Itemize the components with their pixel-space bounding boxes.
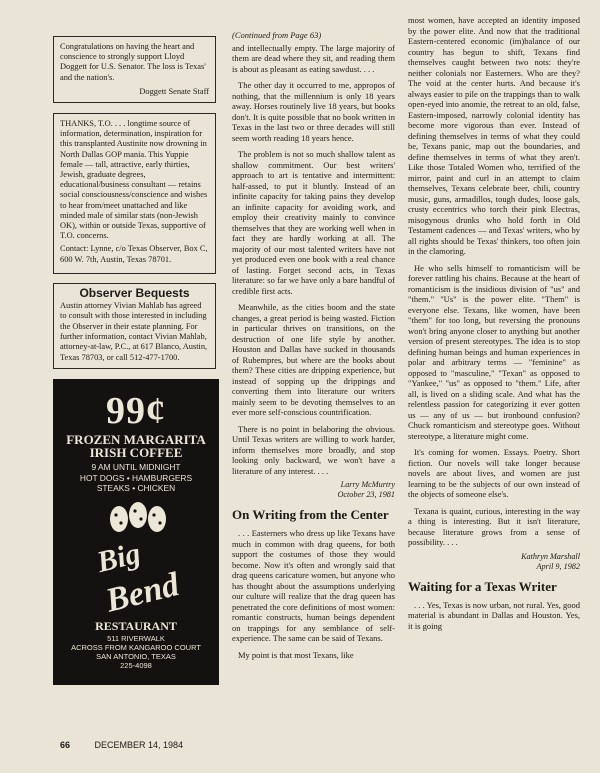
ad-hours: 9 AM UNTIL MIDNIGHT xyxy=(91,461,181,472)
page-number: 66 xyxy=(60,740,71,750)
byline-date: April 9, 1982 xyxy=(536,561,580,571)
issue-date: DECEMBER 14, 1984 xyxy=(94,740,184,750)
left-column xyxy=(53,36,216,685)
ad-restaurant: RESTAURANT xyxy=(95,618,177,633)
thanks-text: THANKS, T.O. . . . longtime source of information, determination, inspiration for this transplanted Austinite now drowning in North Dallas GOP mania. This Yuppie female — tall, attractive, early thirties, Jewish, graduate degrees, educational/business consultant — retains social consciousness/conscience and wishes to hear from/meet unattached and like minded male of similar stats (non-Jewish OK), within or outside Texas, supportive of T.O. concerns. xyxy=(60,119,208,241)
continued-note: (Continued from Page 63) xyxy=(232,30,322,40)
byline-date: October 23, 1981 xyxy=(337,490,395,499)
paragraph: Texana is quaint, curious, interesting in the way a thing is interesting. But it isn't literature, because literature grows from a sense of possibility. . . . xyxy=(408,505,580,547)
paragraph: and intellectually empty. The large majority of them are dead where they sit, and reading them is about as pleasant as eating sawdust. . . . xyxy=(232,42,395,74)
thanks-contact: Contact: Lynne, c/o Texas Observer, Box C, 600 W. 7th, Austin, Texas 78701. xyxy=(60,244,208,264)
congrats-text: Congratulations on having the heart and conscience to strongly support Lloyd Doggett for U.S. Senator. The loss is Texas' and the nation's. xyxy=(60,42,206,82)
logo-big-text: Big xyxy=(93,536,144,579)
right-column xyxy=(408,15,580,637)
byline-name: Larry McMurtry xyxy=(340,480,395,489)
ad-addr-2: ACROSS FROM KANGAROO COURT xyxy=(71,642,201,652)
bequests-text: Austin attorney Vivian Mahlab has agreed to consult with those interested in including the Observer in their estate planning. For further information, contact Vivian Mahlab, attorney-at-law, P.C., at 617 Blanco, Austin, Texas 78703, or call 512-477-1700. xyxy=(60,301,208,362)
bequests-title: Observer Bequests xyxy=(79,285,190,300)
paragraph: It's coming for women. Essays. Poetry. Short fiction. Our novels will take longer because novels are about lives, and women are just learning to be the subjects of our own instead of the objects of someone else's. xyxy=(408,447,580,499)
logo-bend-text: Bend xyxy=(102,565,183,617)
bequests-box xyxy=(53,283,216,369)
ad-addr-3: SAN ANTONIO, TEXAS xyxy=(96,651,176,661)
ad-food-2: STEAKS • CHICKEN xyxy=(96,482,176,493)
page-footer xyxy=(60,740,183,750)
ad-item-2: IRISH COFFEE xyxy=(89,444,183,460)
section-headline: Waiting for a Texas Writer xyxy=(408,578,557,594)
big-bend-logo xyxy=(53,497,219,617)
paragraph: . . . Easterners who dress up like Texans have much in common with drag queens, for both support the costumes of those they would become. Now it's often and wrongly said that drag queens caricature women, but anyone who has thought about the assumptions underlying our culture will realize that the drag queen has penetrated the core definitions of most women: romantic constructs, human beings dependent on trappings for any semblance of self-experience. The same can be said of Texans. xyxy=(232,528,395,643)
congrats-signature: Doggett Senate Staff xyxy=(139,86,209,96)
paragraph: There is no point in belaboring the obvious. Until Texas writers are willing to work harder, inform themselves more broadly, and stop looking only backward, we won't have a literature of any interest. . . . xyxy=(232,423,395,476)
paragraph: My point is that most Texans, like xyxy=(238,649,354,660)
cactus-logo-icon xyxy=(53,497,219,617)
ad-price: 99¢ xyxy=(106,389,166,432)
byline-name: Kathryn Marshall xyxy=(521,551,580,561)
thanks-classified xyxy=(53,113,216,274)
congrats-box xyxy=(53,36,216,103)
ad-phone: 225-4098 xyxy=(120,660,152,670)
paragraph: . . . Yes, Texas is now urban, not rural. Yes, good material is abundant in Dallas and Houston. Yes, it is going xyxy=(408,599,580,631)
middle-column xyxy=(232,30,395,666)
paragraph: most women, have accepted an identity imposed by the power elite. And now that the traditional Eastern-centered economic (im)balance of our country has begun to shift, Texans find themselves caught between two nots: they're neither colonials nor Easterners. Who are they? The void at the center hurts. And because it's always easier to pile on the trappings than to walk open-eyed into anomie, the retreat to an old, false, Eastern-imposed, narrowly colonial identity has become more vigorous than ever. Instead of defining themselves in terms of what they could be, Texans panic, map out the boundaries, and define themselves in terms of what they aren't. Like those Totaled Women who, terrified of the mirror, paint and curl in an attempt to claim themselves, Texans celebrate beer, chili, country music, guns, armadillos, tough dudes, loose gals, crusty eccentrics who torch their pink Electras, misogynous drunks who hold forth in Old Testament cadences — and Texas' writers, who by all rights should be Texas' thinkers, too often join in the clamoring. xyxy=(408,15,580,256)
ad-item-1: FROZEN MARGARITA xyxy=(66,431,206,447)
ad-addr-1: 511 RIVERWALK xyxy=(107,633,165,643)
paragraph: The problem is not so much shallow talent as shallow commitment. Our best writers' approach to art is tentative and intermittent: half-assed, to put it bluntly. Instead of an infinite capacity for taking pains they develop an infinite capacity for avoiding work, and employ their creativity mainly to convince themselves that they are working well when in fact they are hardly working at all. The majority of our most talented writers have not yet produced even one book with a real chance of lasting. Forget second acts, in Texas literature: so far we have only a bare handful of credible first acts. xyxy=(232,149,395,296)
paragraph: Meanwhile, as the cities boom and the state changes, a great period is being wasted. Fiction in particular thrives on transitions, on the destruction of one life style by another. Houston and Dallas have sucked in thousands of Rubempres, but where are the books about them? These cities are dripping experience, but instead of sopping up the drippings and converting them into literature our writers mainly seem to be devoting themselves to an ever more self-conscious countrification. xyxy=(232,302,395,417)
paragraph: He who sells himself to romanticism will be forever rattling his chains. Because at the heart of romanticism is the insidious division of "us" and "them." "Us" is the power elite. "Them" is everyone else. Texans, like women, have been "them" for too long, but reversing the pronouns won't bring anyone closer to anything but another version of present stereotypes. The idea is to stop defining human beings and human experiences in polar and arbitrary terms — "feminine" as opposed to "masculine," "Texan" as opposed to "Yankee," "us" as opposed to "them." Life, after all, is lived on a sliding scale. And what has the relentless passion for categorizing it ever gotten us — any of us — but ironbound confusion? Chuck romanticism and stereotype goes. Without stereotype, a literature might come. xyxy=(408,262,580,441)
big-bend-ad xyxy=(53,379,219,685)
paragraph: The other day it occurred to me, appropos of nothing, that the millennium is only 18 years away. Horses routinely live 18 years, but books don't. It is quite possible that no book written in Texas in the last two or three decades will still seem worth reading 18 years hence. xyxy=(232,80,395,143)
section-headline: On Writing from the Center xyxy=(232,507,389,522)
ad-food-1: HOT DOGS • HAMBURGERS xyxy=(79,472,193,483)
